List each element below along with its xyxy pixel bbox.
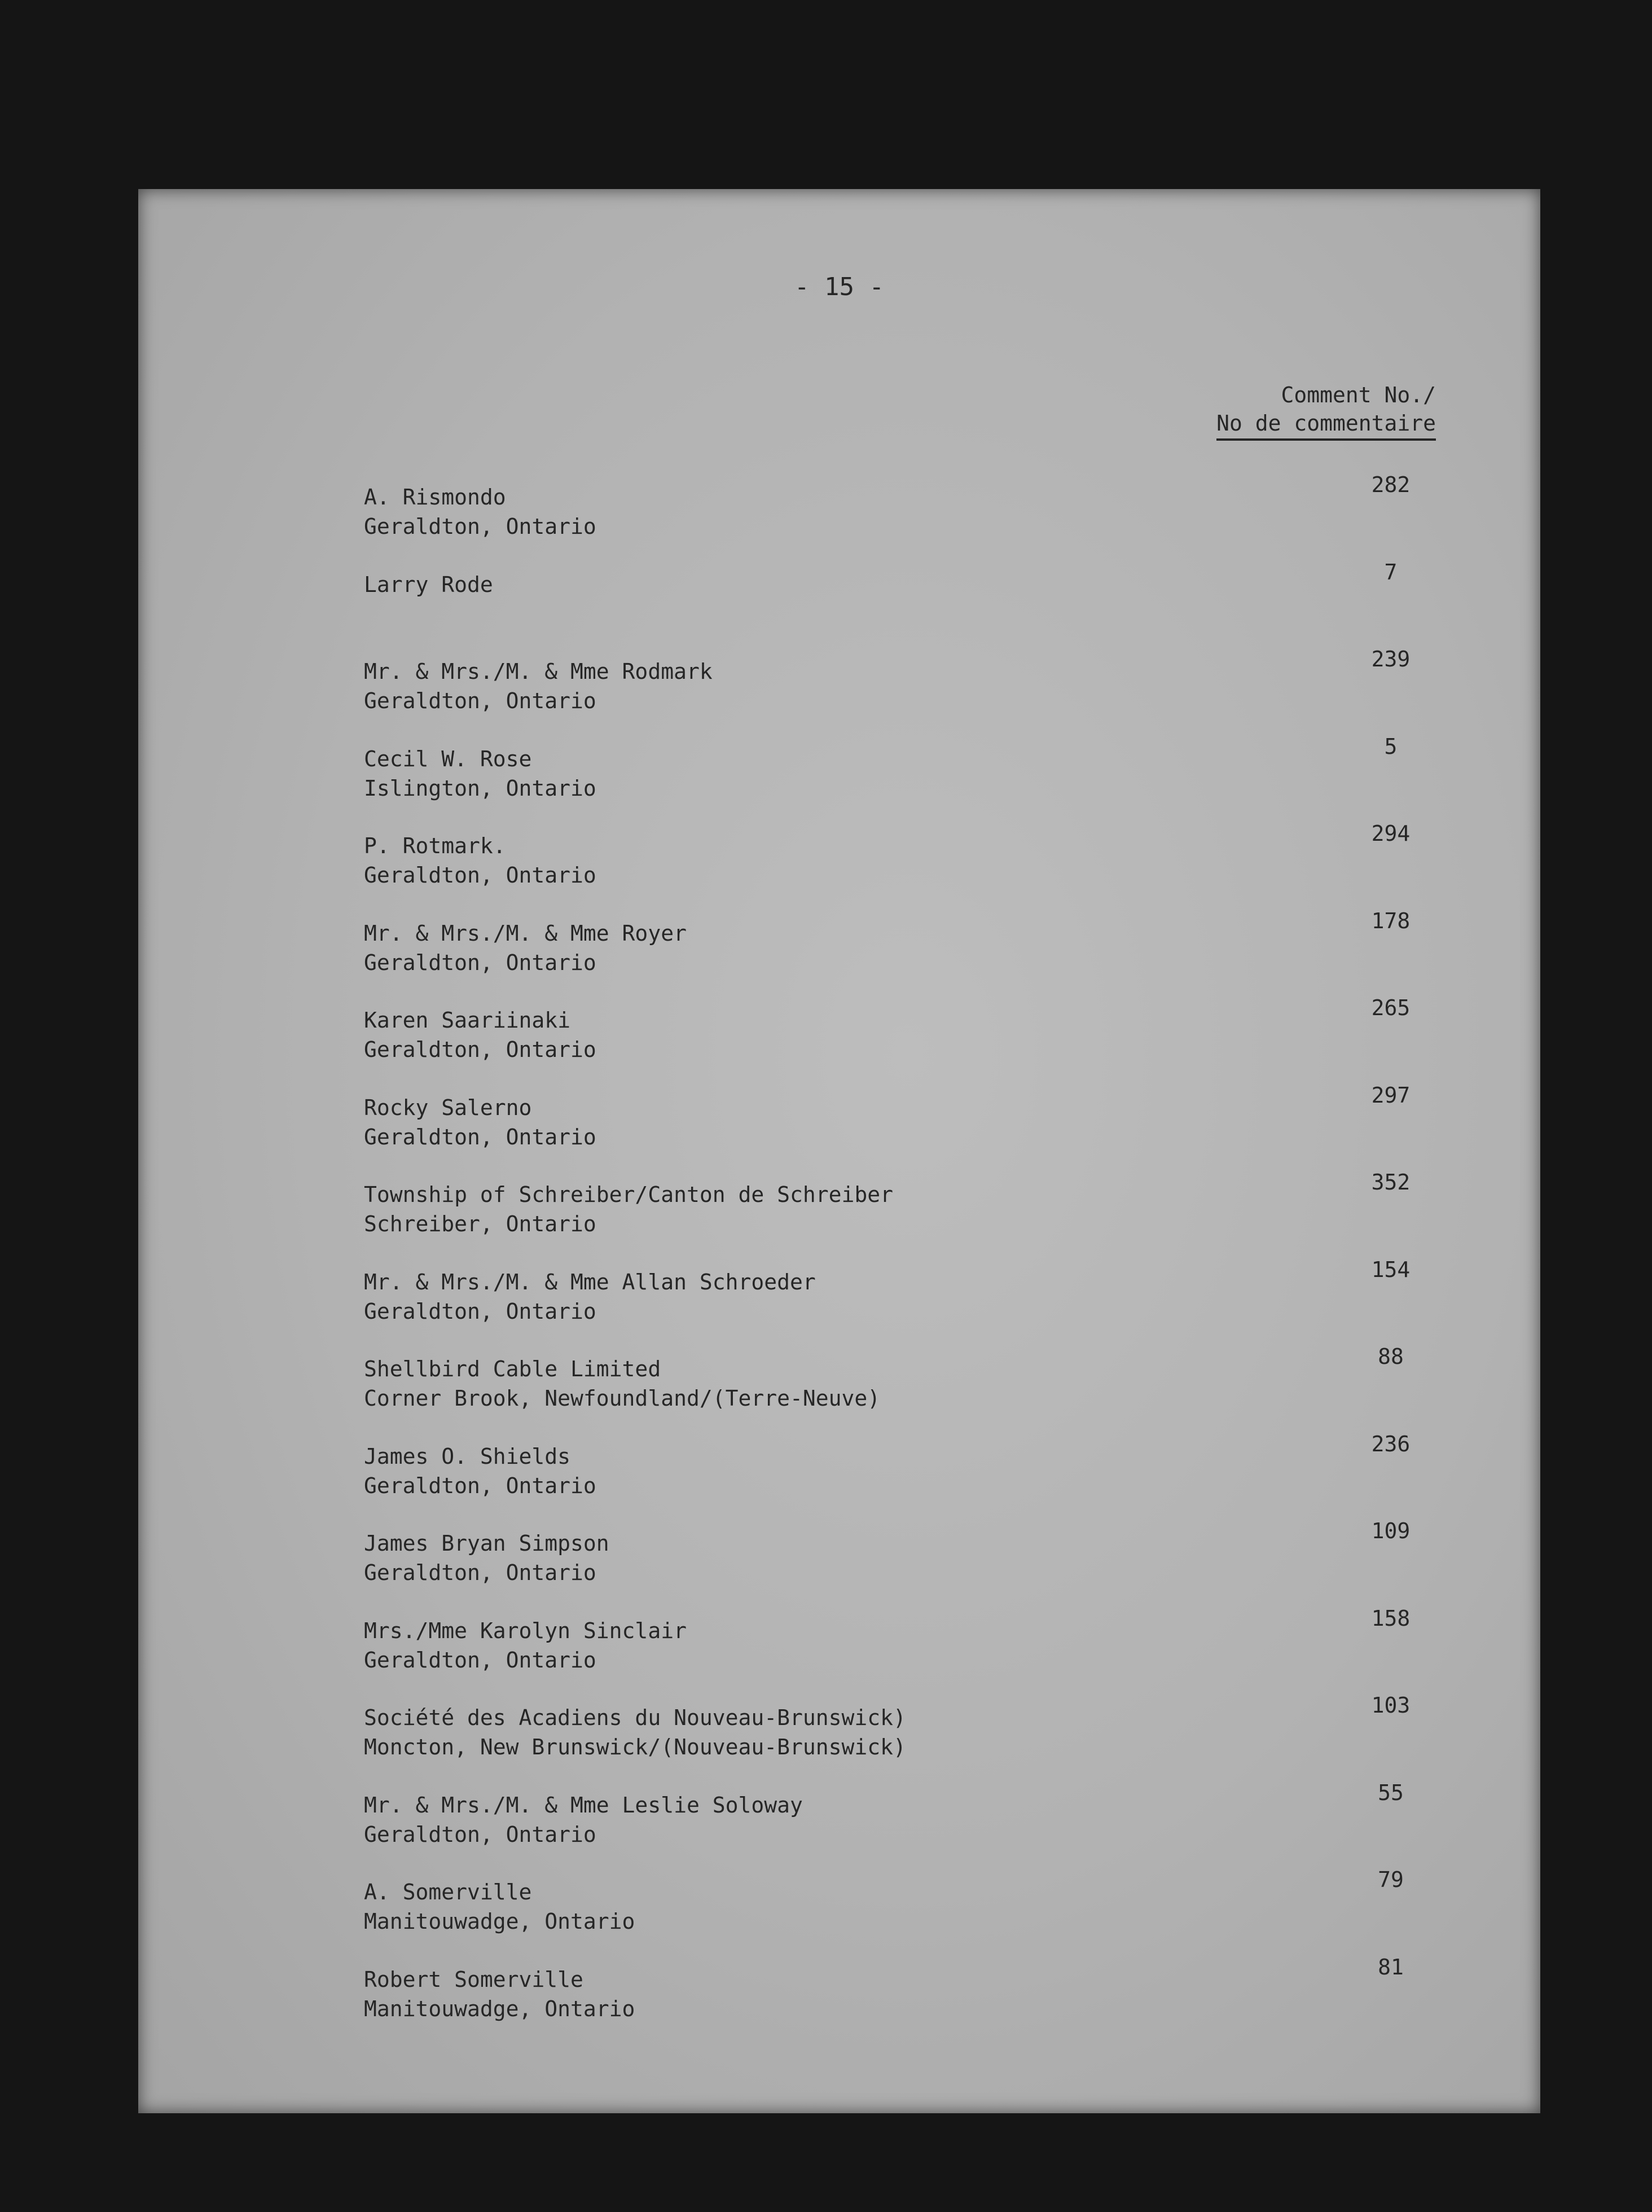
list-item xyxy=(364,1867,1447,1965)
list-item xyxy=(364,1605,1447,1704)
entry-name: A. Somerville xyxy=(364,1880,532,1904)
entry-name: Robert Somerville xyxy=(364,1967,583,1992)
page-number: - 15 - xyxy=(794,273,884,301)
column-header xyxy=(1216,381,1436,441)
list-item xyxy=(364,1257,1447,1355)
document-page xyxy=(138,189,1540,2113)
entry-name: A. Rismondo xyxy=(364,485,506,510)
entry-place: Geraldton, Ontario xyxy=(364,688,596,713)
entry-place: Islington, Ontario xyxy=(364,775,596,801)
entry-place: Geraldton, Ontario xyxy=(364,1560,596,1585)
entry-place: Manitouwadge, Ontario xyxy=(364,1909,635,1934)
entry-place: Moncton, New Brunswick/(Nouveau-Brunswick) xyxy=(364,1735,906,1759)
list-item xyxy=(364,995,1447,1093)
comment-number: 154 xyxy=(1371,1257,1411,1282)
entry-list xyxy=(364,472,1447,2052)
comment-number: 158 xyxy=(1371,1605,1411,1631)
list-item xyxy=(364,1344,1447,1442)
list-item xyxy=(364,1518,1447,1616)
list-item xyxy=(364,1780,1447,1878)
list-item xyxy=(364,908,1447,1006)
comment-number: 294 xyxy=(1371,821,1411,846)
entry-name: Société des Acadiens du Nouveau-Brunswick) xyxy=(364,1705,906,1730)
entry-place: Geraldton, Ontario xyxy=(364,1473,596,1498)
list-item xyxy=(364,647,1447,744)
entry-name: Shellbird Cable Limited xyxy=(364,1357,661,1381)
comment-number: 109 xyxy=(1371,1518,1411,1543)
entry-place: Schreiber, Ontario xyxy=(364,1212,596,1236)
comment-number: 236 xyxy=(1371,1431,1411,1456)
entry-name: Rocky Salerno xyxy=(364,1095,532,1120)
entry-place: Geraldton, Ontario xyxy=(364,863,596,888)
entry-name: Mr. & Mrs./M. & Mme Royer xyxy=(364,920,687,946)
comment-number: 88 xyxy=(1378,1344,1404,1369)
comment-number: 352 xyxy=(1371,1170,1411,1195)
list-item xyxy=(364,1693,1447,1790)
list-item xyxy=(364,821,1447,919)
entry-name: James O. Shields xyxy=(364,1443,571,1469)
entry-name: Mr. & Mrs./M. & Mme Allan Schroeder xyxy=(364,1269,816,1294)
list-item xyxy=(364,472,1447,570)
entry-place: Geraldton, Ontario xyxy=(364,1822,596,1847)
entry-place: Geraldton, Ontario xyxy=(364,950,596,975)
entry-name: Karen Saariinaki xyxy=(364,1008,571,1033)
comment-number: 178 xyxy=(1371,908,1411,933)
entry-place: Geraldton, Ontario xyxy=(364,1298,596,1324)
entry-name: Cecil W. Rose xyxy=(364,746,532,771)
entry-name: Mr. & Mrs./M. & Mme Rodmark xyxy=(364,659,713,684)
entry-name: Mrs./Mme Karolyn Sinclair xyxy=(364,1618,687,1643)
column-header-line2: No de commentaire xyxy=(1216,409,1436,441)
comment-number: 7 xyxy=(1384,559,1398,585)
entry-place: Geraldton, Ontario xyxy=(364,1124,596,1149)
list-item xyxy=(364,734,1447,832)
entry-name: Township of Schreiber/Canton de Schreiber xyxy=(364,1182,893,1207)
comment-number: 5 xyxy=(1384,734,1398,759)
entry-place: Geraldton, Ontario xyxy=(364,514,596,539)
list-item xyxy=(364,1170,1447,1267)
comment-number: 79 xyxy=(1378,1867,1404,1892)
entry-name: Mr. & Mrs./M. & Mme Leslie Soloway xyxy=(364,1792,803,1818)
comment-number: 103 xyxy=(1371,1693,1411,1718)
entry-name: P. Rotmark. xyxy=(364,833,506,858)
comment-number: 282 xyxy=(1371,472,1411,497)
entry-name: Larry Rode xyxy=(364,572,493,597)
list-item xyxy=(364,1431,1447,1529)
comment-number: 265 xyxy=(1371,995,1411,1020)
column-header-line1: Comment No./ xyxy=(1281,383,1436,407)
entry-place: Manitouwadge, Ontario xyxy=(364,1996,635,2021)
entry-place: Geraldton, Ontario xyxy=(364,1647,596,1673)
comment-number: 297 xyxy=(1371,1082,1411,1108)
comment-number: 239 xyxy=(1371,647,1411,672)
list-item xyxy=(364,1082,1447,1180)
list-item xyxy=(364,559,1447,657)
comment-number: 81 xyxy=(1378,1954,1404,1980)
entry-name: James Bryan Simpson xyxy=(364,1531,609,1556)
comment-number: 55 xyxy=(1378,1780,1404,1805)
entry-place: Geraldton, Ontario xyxy=(364,1037,596,1062)
entry-place: Corner Brook, Newfoundland/(Terre-Neuve) xyxy=(364,1386,881,1411)
list-item xyxy=(364,1954,1447,2052)
